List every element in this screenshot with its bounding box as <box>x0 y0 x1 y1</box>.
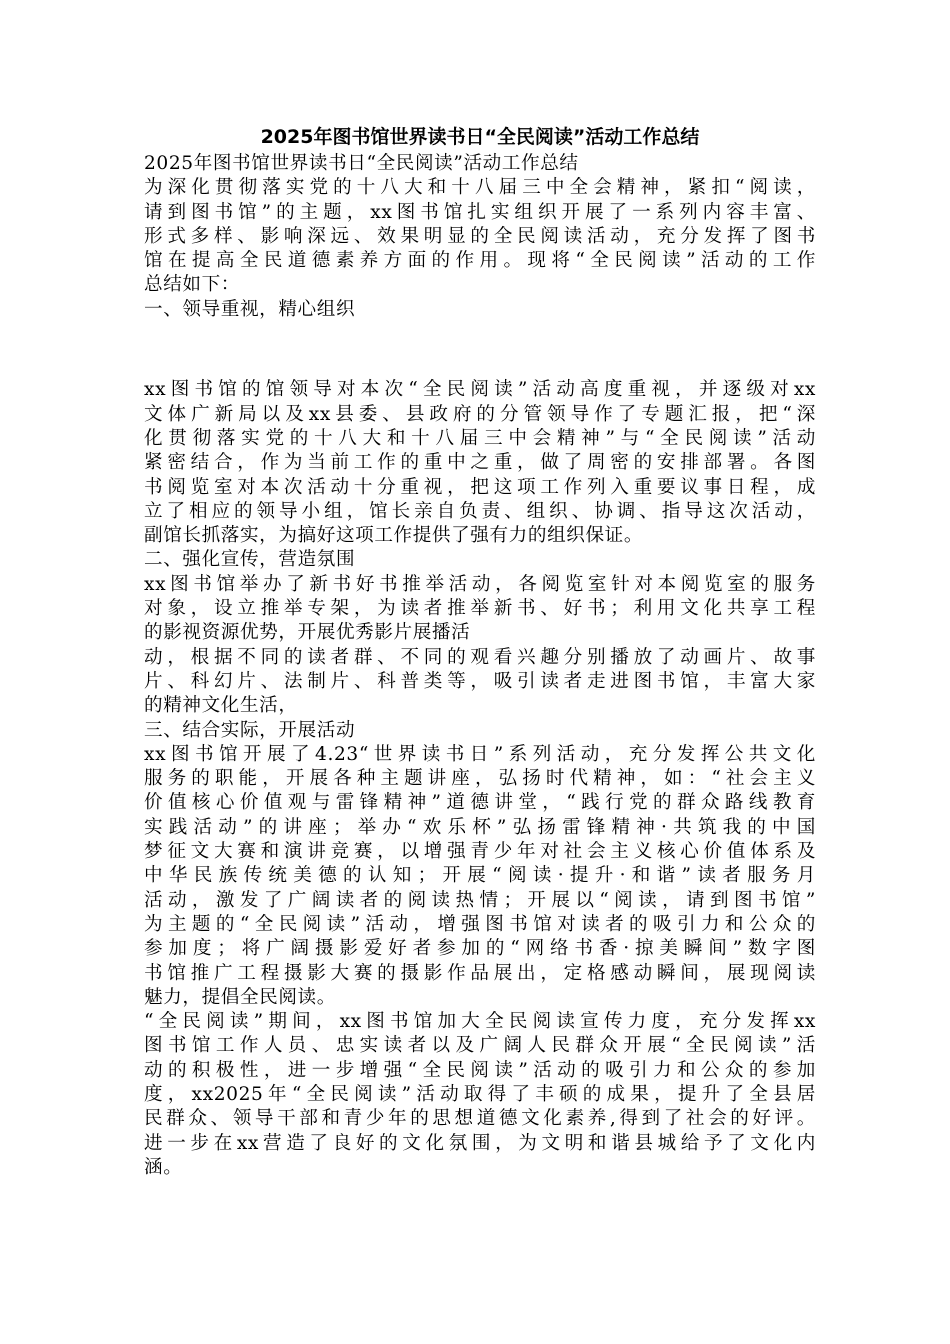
blank-line <box>144 338 816 362</box>
text-line: 一、领导重视，精心组织 <box>144 298 356 320</box>
text-line: 中华民族传统美德的认知；开展“阅读·提升·和谐”读者服务月 <box>144 865 816 887</box>
text-line: 书阅览室对本次活动十分重视，把这项工作列入重要议事日程，成 <box>144 476 816 498</box>
text-line: 涵。 <box>144 1156 183 1178</box>
text-line: 动的积极性，进一步增强“全民阅读”活动的吸引力和公众的参加 <box>144 1059 816 1081</box>
text-line: 化贯彻落实党的十八大和十八届三中会精神”与“全民阅读”活动 <box>144 427 816 449</box>
text-line: 梦征文大赛和演讲竞赛，以增强青少年对社会主义核心价值体系及 <box>144 841 816 863</box>
text-line: 立了相应的领导小组，馆长亲自负责、组织、协调、指导这次活动， <box>144 500 816 522</box>
text-line: xx图书馆开展了4.23“世界读书日”系列活动，充分发挥公共文化 <box>144 743 816 765</box>
text-line: 形式多样、影响深远、效果明显的全民阅读活动，充分发挥了图书 <box>144 225 816 247</box>
text-line: 文体广新局以及xx县委、县政府的分管领导作了专题汇报，把“深 <box>144 403 816 425</box>
document-title: 2025年图书馆世界读书日“全民阅读”活动工作总结 <box>260 126 700 148</box>
text-line: 民群众、领导干部和青少年的思想道德文化素养,得到了社会的好评。 <box>144 1108 816 1130</box>
text-line: 三、结合实际，开展活动 <box>144 719 356 741</box>
document-page <box>144 122 816 1180</box>
text-line: 请到图书馆”的主题，xx图书馆扎实组织开展了一系列内容丰富、 <box>144 201 816 223</box>
text-line: 价值核心价值观与雷锋精神”道德讲堂，“践行党的群众路线教育 <box>144 792 816 814</box>
text-line: “全民阅读”期间，xx图书馆加大全民阅读宣传力度，充分发挥xx <box>144 1011 816 1033</box>
text-line: 实践活动”的讲座；举办“欢乐杯”弘扬雷锋精神·共筑我的中国 <box>144 816 816 838</box>
text-line: 为深化贯彻落实党的十八大和十八届三中全会精神，紧扣“阅读， <box>144 177 816 199</box>
text-line: 进一步在xx营造了良好的文化氛围，为文明和谐县城给予了文化内 <box>144 1132 816 1154</box>
text-line: 二、强化宣传，营造氛围 <box>144 549 356 571</box>
text-line: 总结如下： <box>144 274 240 296</box>
text-line: 活动，激发了广阔读者的阅读热情；开展以“阅读，请到图书馆” <box>144 889 816 911</box>
text-line: 的影视资源优势，开展优秀影片展播活 <box>144 622 471 644</box>
text-line: 片、科幻片、法制片、科普类等，吸引读者走进图书馆，丰富大家 <box>144 670 816 692</box>
text-line: 服务的职能，开展各种主题讲座，弘扬时代精神，如：“社会主义 <box>144 768 816 790</box>
text-line: xx图书馆的馆领导对本次“全民阅读”活动高度重视，并逐级对xx <box>144 379 816 401</box>
text-line: 动，根据不同的读者群、不同的观看兴趣分别播放了动画片、故事 <box>144 646 816 668</box>
text-line: 参加度；将广阔摄影爱好者参加的“网络书香·掠美瞬间”数字图 <box>144 938 816 960</box>
document-body <box>144 152 816 1180</box>
text-line: 度，xx2025年“全民阅读”活动取得了丰硕的成果，提升了全县居 <box>144 1083 816 1105</box>
text-line: 图书馆工作人员、忠实读者以及广阔人民群众开展“全民阅读”活 <box>144 1035 816 1057</box>
text-line: 2025年图书馆世界读书日“全民阅读”活动工作总结 <box>144 153 579 174</box>
text-line: 副馆长抓落实，为搞好这项工作提供了强有力的组织保证。 <box>144 525 644 547</box>
text-line: xx图书馆举办了新书好书推举活动，各阅览室针对本阅览室的服务 <box>144 573 816 595</box>
text-line: 为主题的“全民阅读”活动，增强图书馆对读者的吸引力和公众的 <box>144 913 816 935</box>
text-line: 对象，设立推举专架，为读者推举新书、好书；利用文化共享工程 <box>144 598 816 620</box>
text-line: 书馆推广工程摄影大赛的摄影作品展出，定格感动瞬间，展现阅读 <box>144 962 816 984</box>
text-line: 的精神文化生活， <box>144 695 298 717</box>
text-line: 魅力，提倡全民阅读。 <box>144 986 336 1008</box>
text-line: 馆在提高全民道德素养方面的作用。现将“全民阅读”活动的工作 <box>144 250 816 272</box>
text-line: 紧密结合，作为当前工作的重中之重，做了周密的安排部署。各图 <box>144 452 816 474</box>
